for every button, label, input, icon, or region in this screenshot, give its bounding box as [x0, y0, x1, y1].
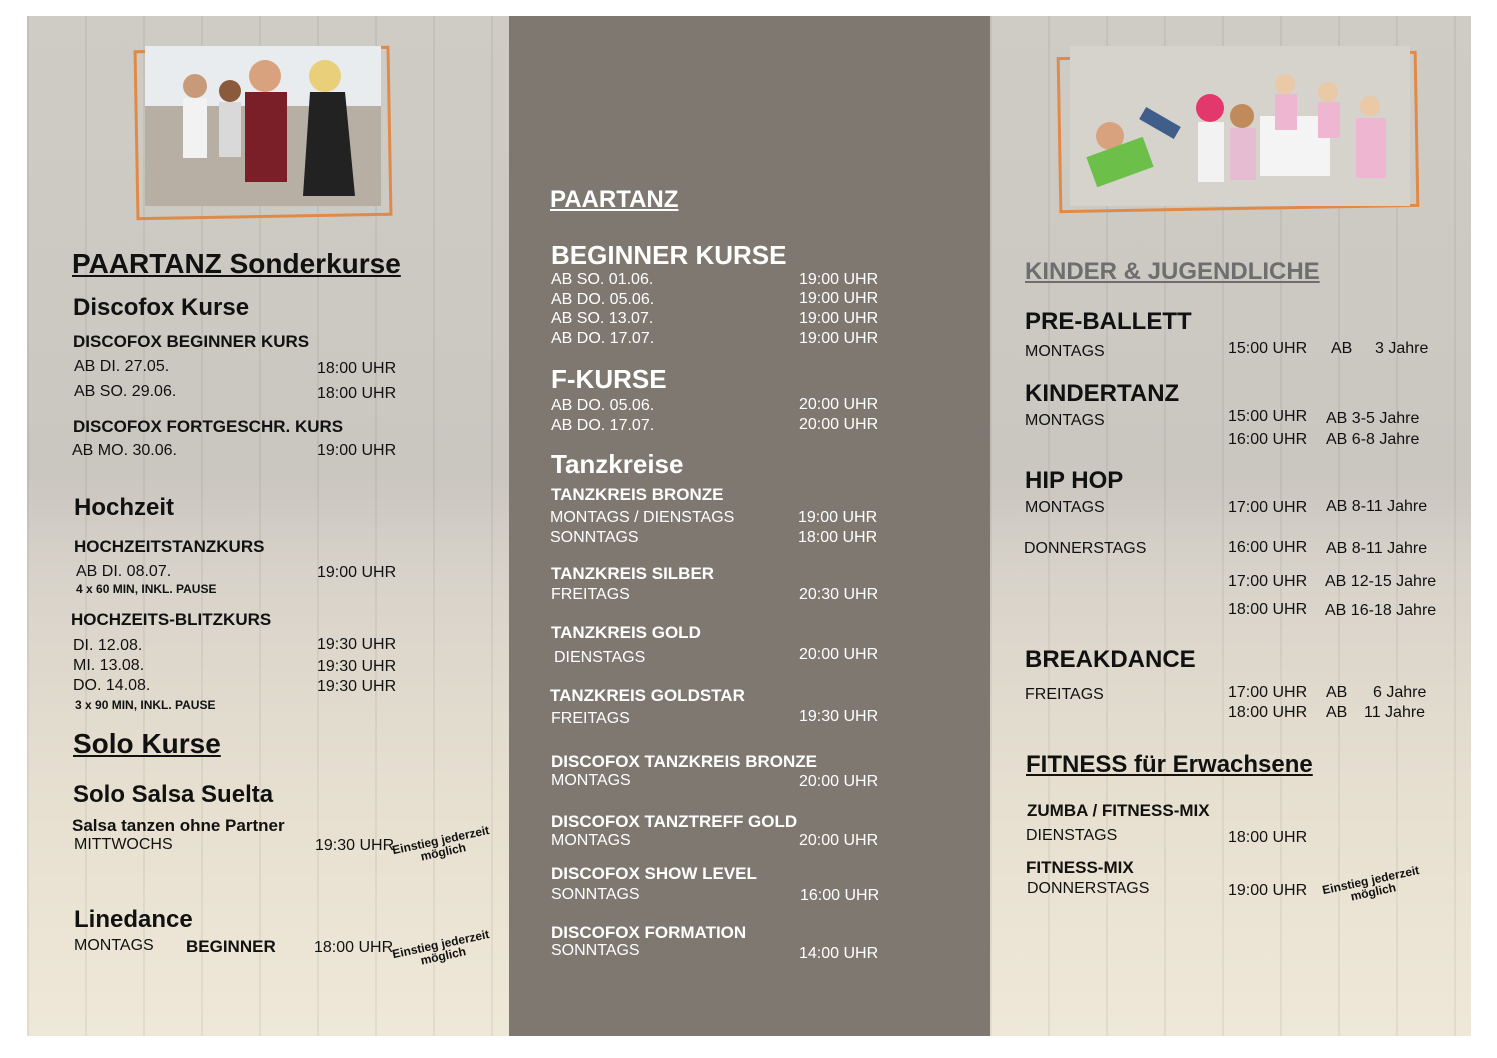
- schedule-ab: AB: [1331, 340, 1353, 357]
- schedule-age: AB 6-8 Jahre: [1326, 431, 1420, 448]
- schedule-time: 15:00 UHR: [1228, 408, 1308, 425]
- discofox-formation-title: DISCOFOX FORMATION: [551, 923, 747, 942]
- schedule-day: MITTWOCHS: [74, 836, 173, 853]
- schedule-date: AB DO. 05.06.: [551, 291, 655, 308]
- schedule-time: 18:00 UHR: [1228, 601, 1308, 618]
- schedule-level: BEGINNER: [186, 937, 276, 956]
- schedule-date: AB DI. 08.07.: [76, 563, 172, 580]
- schedule-day: SONNTAGS: [551, 886, 640, 903]
- hochzeit-heading: Hochzeit: [74, 494, 175, 521]
- schedule-time: 19:30 UHR: [317, 658, 397, 675]
- schedule-time: 18:00 UHR: [317, 360, 397, 377]
- schedule-age: AB 3-5 Jahre: [1326, 410, 1420, 427]
- left-panel: [27, 16, 509, 1036]
- schedule-time: 18:00 UHR: [1228, 829, 1308, 846]
- schedule-date: DI. 12.08.: [73, 637, 143, 654]
- schedule-time: 18:00 UHR: [1228, 704, 1308, 721]
- course-note: 3 x 90 MIN, INKL. PAUSE: [75, 698, 216, 712]
- tanzkreis-gold-title: TANZKREIS GOLD: [551, 623, 701, 642]
- solo-kurse-title: Solo Kurse: [73, 728, 221, 759]
- schedule-day: FREITAGS: [1025, 686, 1104, 703]
- schedule-time: 17:00 UHR: [1228, 573, 1308, 590]
- discofox-show-level-title: DISCOFOX SHOW LEVEL: [551, 864, 757, 883]
- schedule-date: AB DO. 05.06.: [551, 397, 655, 414]
- schedule-time: 19:30 UHR: [317, 636, 397, 653]
- fkurse-heading: F-KURSE: [551, 364, 667, 394]
- schedule-time: 19:00 UHR: [799, 330, 879, 347]
- schedule-date: AB SO. 29.06.: [74, 383, 177, 400]
- schedule-time: 19:00 UHR: [799, 310, 879, 327]
- schedule-day: SONNTAGS: [551, 942, 640, 959]
- schedule-day: DONNERSTAGS: [1027, 880, 1150, 897]
- schedule-time: 18:00 UHR: [798, 529, 878, 546]
- schedule-day: FREITAGS: [551, 710, 630, 727]
- schedule-time: 20:30 UHR: [799, 586, 879, 603]
- einstieg-note: Einstieg jederzeit möglich: [391, 823, 491, 864]
- schedule-time: 18:00 UHR: [317, 385, 397, 402]
- schedule-time: 19:30 UHR: [317, 678, 397, 695]
- schedule-time: 19:30 UHR: [799, 708, 879, 725]
- paartanz-sonderkurse-title: PAARTANZ Sonderkurse: [72, 248, 401, 279]
- schedule-day: MONTAGS: [1025, 343, 1105, 360]
- schedule-time: 17:00 UHR: [1228, 684, 1308, 701]
- schedule-date: AB DO. 17.07.: [551, 417, 655, 434]
- einstieg-note: Einstieg jederzeit möglich: [391, 927, 491, 968]
- hiphop-heading: HIP HOP: [1025, 467, 1124, 494]
- schedule-day: MONTAGS: [551, 832, 631, 849]
- schedule-time: 19:00 UHR: [798, 509, 878, 526]
- kindertanz-heading: KINDERTANZ: [1025, 380, 1180, 407]
- schedule-day: DONNERSTAGS: [1024, 540, 1147, 557]
- schedule-day: MONTAGS: [74, 937, 154, 954]
- schedule-time: 20:00 UHR: [799, 832, 879, 849]
- zumba-title: ZUMBA / FITNESS-MIX: [1027, 801, 1210, 820]
- breakdance-heading: BREAKDANCE: [1025, 646, 1196, 673]
- schedule-time: 19:00 UHR: [317, 564, 397, 581]
- schedule-date: AB MO. 30.06.: [72, 442, 177, 459]
- schedule-day: MONTAGS: [1025, 412, 1105, 429]
- schedule-age: 11 Jahre: [1364, 704, 1426, 721]
- schedule-day: MONTAGS / DIENSTAGS: [550, 509, 735, 526]
- beginner-heading: BEGINNER KURSE: [551, 240, 787, 270]
- schedule-time: 20:00 UHR: [799, 396, 879, 413]
- schedule-age: AB 8-11 Jahre: [1326, 498, 1428, 515]
- schedule-age: AB 8-11 Jahre: [1326, 540, 1428, 557]
- couple-dance-photo: [145, 46, 381, 206]
- schedule-time: 14:00 UHR: [799, 945, 879, 962]
- schedule-time: 16:00 UHR: [1228, 431, 1308, 448]
- schedule-time: 18:00 UHR: [314, 939, 394, 956]
- schedule-day: FREITAGS: [551, 586, 630, 603]
- schedule-date: DO. 14.08.: [73, 677, 151, 694]
- schedule-time: 19:00 UHR: [799, 290, 879, 307]
- schedule-time: 19:00 UHR: [1228, 882, 1308, 899]
- schedule-time: 19:00 UHR: [317, 442, 397, 459]
- schedule-ab: AB: [1326, 704, 1348, 721]
- schedule-time: 20:00 UHR: [799, 646, 879, 663]
- fitness-title: FITNESS für Erwachsene: [1026, 751, 1313, 778]
- schedule-day: DIENSTAGS: [554, 649, 646, 666]
- course-note: 4 x 60 MIN, INKL. PAUSE: [76, 582, 217, 596]
- salsa-heading: Solo Salsa Suelta: [73, 781, 274, 808]
- schedule-day: MONTAGS: [1025, 499, 1105, 516]
- preballett-heading: PRE-BALLETT: [1025, 308, 1192, 335]
- schedule-time: 19:30 UHR: [315, 837, 395, 854]
- schedule-day: SONNTAGS: [550, 529, 639, 546]
- salsa-subtitle: Salsa tanzen ohne Partner: [72, 816, 285, 835]
- kinder-jugendliche-title: KINDER & JUGENDLICHE: [1025, 258, 1320, 285]
- schedule-time: 20:00 UHR: [799, 773, 879, 790]
- linedance-heading: Linedance: [74, 906, 193, 933]
- schedule-time: 16:00 UHR: [800, 887, 880, 904]
- schedule-age: AB 16-18 Jahre: [1325, 602, 1437, 619]
- schedule-age: AB 12-15 Jahre: [1325, 573, 1437, 590]
- discofox-advanced-title: DISCOFOX FORTGESCHR. KURS: [73, 417, 344, 436]
- einstieg-note: Einstieg jederzeit möglich: [1321, 863, 1421, 904]
- schedule-time: 15:00 UHR: [1228, 340, 1308, 357]
- kids-dance-photo: [1070, 46, 1410, 206]
- middle-panel: [509, 16, 990, 1036]
- tanzkreis-goldstar-title: TANZKREIS GOLDSTAR: [550, 686, 745, 705]
- schedule-age: 3 Jahre: [1375, 340, 1429, 357]
- schedule-time: 19:00 UHR: [799, 271, 879, 288]
- fitnessmix-title: FITNESS-MIX: [1026, 858, 1134, 877]
- schedule-date: MI. 13.08.: [73, 657, 145, 674]
- schedule-day: DIENSTAGS: [1026, 827, 1118, 844]
- discofox-tanzkreis-bronze-title: DISCOFOX TANZKREIS BRONZE: [551, 752, 818, 771]
- schedule-day: MONTAGS: [551, 772, 631, 789]
- schedule-date: AB SO. 01.06.: [551, 271, 654, 288]
- discofox-tanztreff-gold-title: DISCOFOX TANZTREFF GOLD: [551, 812, 798, 831]
- schedule-ab: AB: [1326, 684, 1348, 701]
- discofox-beginner-title: DISCOFOX BEGINNER KURS: [73, 332, 310, 351]
- tanzkreise-heading: Tanzkreise: [551, 449, 684, 479]
- schedule-time: 20:00 UHR: [799, 416, 879, 433]
- schedule-date: AB SO. 13.07.: [551, 310, 654, 327]
- paartanz-title: PAARTANZ: [550, 186, 679, 213]
- schedule-date: AB DI. 27.05.: [74, 358, 170, 375]
- schedule-time: 16:00 UHR: [1228, 539, 1308, 556]
- schedule-date: AB DO. 17.07.: [551, 330, 655, 347]
- tanzkreis-silber-title: TANZKREIS SILBER: [551, 564, 715, 583]
- blitzkurs-title: HOCHZEITS-BLITZKURS: [71, 610, 272, 629]
- schedule-time: 17:00 UHR: [1228, 499, 1308, 516]
- tanzkreis-bronze-title: TANZKREIS BRONZE: [551, 485, 724, 504]
- discofox-heading: Discofox Kurse: [73, 294, 250, 321]
- hochzeit-course-title: HOCHZEITSTANZKURS: [74, 537, 265, 556]
- schedule-age: 6 Jahre: [1373, 684, 1427, 701]
- right-panel: [990, 16, 1471, 1036]
